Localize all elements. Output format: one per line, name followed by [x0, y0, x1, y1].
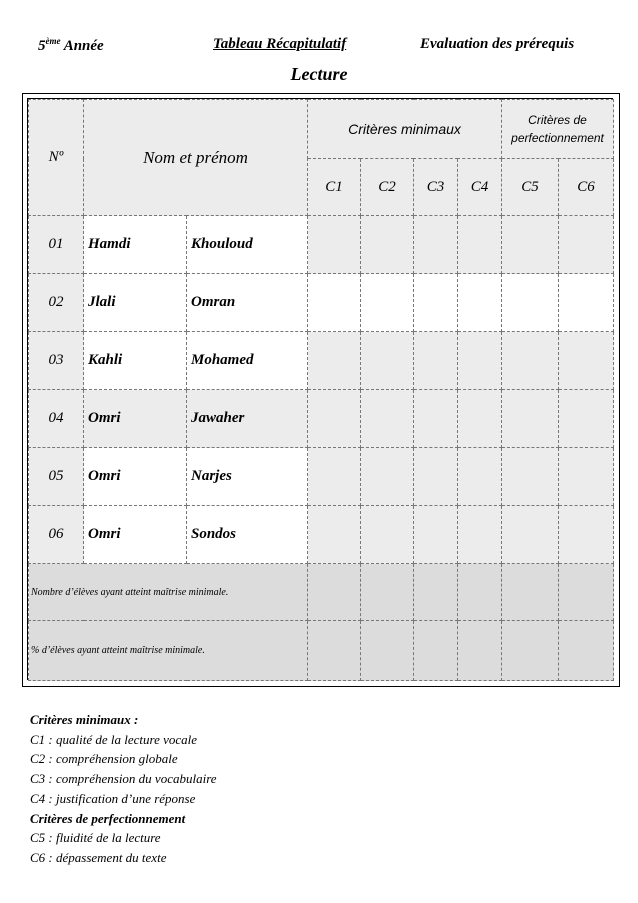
class-year: 5ème Année	[38, 36, 104, 54]
legend-c6: C6 : dépassement du texte	[30, 849, 167, 865]
score-cell[interactable]	[361, 506, 414, 564]
table-row	[29, 506, 614, 564]
student-num: 03	[29, 332, 84, 390]
legend-c2: C2 : compréhension globale	[30, 751, 178, 767]
header-c5: C5	[502, 159, 559, 216]
score-cell[interactable]	[308, 506, 361, 564]
score-cell[interactable]	[308, 448, 361, 506]
score-cell[interactable]	[458, 274, 502, 332]
table-row	[29, 448, 614, 506]
summary-cell[interactable]	[361, 564, 414, 621]
table-row	[29, 332, 614, 390]
summary-cell[interactable]	[458, 621, 502, 681]
score-cell[interactable]	[458, 390, 502, 448]
student-num: 05	[29, 448, 84, 506]
score-cell[interactable]	[559, 274, 614, 332]
summary-row-count	[29, 564, 614, 621]
document-title: Tableau Récapitulatif	[213, 36, 347, 52]
score-cell[interactable]	[458, 216, 502, 274]
summary-cell[interactable]	[361, 621, 414, 681]
student-num: 02	[29, 274, 84, 332]
score-cell[interactable]	[361, 274, 414, 332]
student-first-name: Khouloud	[187, 216, 308, 274]
summary-cell[interactable]	[414, 621, 458, 681]
header-c6: C6	[559, 159, 614, 216]
score-cell[interactable]	[414, 390, 458, 448]
score-cell[interactable]	[502, 448, 559, 506]
score-cell[interactable]	[458, 332, 502, 390]
legend-c4: C4 : justification d’une réponse	[30, 790, 196, 806]
summary-table-container	[27, 98, 613, 680]
student-last-name: Jlali	[84, 274, 187, 332]
header-perf-line2: perfectionnement	[511, 131, 604, 145]
student-num: 01	[29, 216, 84, 274]
score-cell[interactable]	[502, 390, 559, 448]
legend-min-title: Critères minimaux :	[30, 712, 139, 727]
summary-table	[28, 99, 614, 681]
header-perf-line1: Critères de	[528, 113, 587, 127]
summary-row-percent	[29, 621, 614, 681]
student-last-name: Hamdi	[84, 216, 187, 274]
score-cell[interactable]	[414, 448, 458, 506]
student-first-name: Sondos	[187, 506, 308, 564]
summary-cell[interactable]	[559, 564, 614, 621]
header-c4: C4	[458, 159, 502, 216]
table-row	[29, 390, 614, 448]
header-c1: C1	[308, 159, 361, 216]
score-cell[interactable]	[559, 506, 614, 564]
score-cell[interactable]	[308, 332, 361, 390]
summary-cell[interactable]	[308, 564, 361, 621]
header-perf-criteria	[502, 100, 614, 159]
summary-cell[interactable]	[458, 564, 502, 621]
score-cell[interactable]	[361, 332, 414, 390]
score-cell[interactable]	[559, 332, 614, 390]
student-first-name: Omran	[187, 274, 308, 332]
student-last-name: Omri	[84, 448, 187, 506]
legend-c1: C1 : qualité de la lecture vocale	[30, 731, 198, 747]
score-cell[interactable]	[458, 506, 502, 564]
score-cell[interactable]	[414, 332, 458, 390]
score-cell[interactable]	[559, 390, 614, 448]
header-c2: C2	[361, 159, 414, 216]
student-last-name: Kahli	[84, 332, 187, 390]
score-cell[interactable]	[308, 274, 361, 332]
score-cell[interactable]	[458, 448, 502, 506]
header-name: Nom et prénom	[84, 100, 308, 216]
legend-c3: C3 : compréhension du vocabulaire	[30, 771, 217, 787]
student-last-name: Omri	[84, 390, 187, 448]
summary-cell[interactable]	[502, 564, 559, 621]
score-cell[interactable]	[361, 448, 414, 506]
legend-perf-title: Critères de perfectionnement	[30, 810, 186, 826]
header-min-criteria: Critères minimaux	[308, 100, 502, 159]
student-first-name: Mohamed	[187, 332, 308, 390]
student-first-name: Narjes	[187, 448, 308, 506]
summary-cell[interactable]	[559, 621, 614, 681]
score-cell[interactable]	[502, 216, 559, 274]
score-cell[interactable]	[414, 274, 458, 332]
student-last-name: Omri	[84, 506, 187, 564]
score-cell[interactable]	[361, 216, 414, 274]
score-cell[interactable]	[559, 448, 614, 506]
subject-title: Lecture	[290, 64, 348, 84]
summary-percent-label: % d’élèves ayant atteint maîtrise minimale.	[29, 621, 308, 681]
summary-cell[interactable]	[414, 564, 458, 621]
legend-c5: C5 : fluidité de la lecture	[30, 830, 161, 846]
score-cell[interactable]	[361, 390, 414, 448]
score-cell[interactable]	[308, 216, 361, 274]
score-cell[interactable]	[502, 506, 559, 564]
score-cell[interactable]	[308, 390, 361, 448]
student-num: 06	[29, 506, 84, 564]
header-c3: C3	[414, 159, 458, 216]
summary-count-label: Nombre d’élèves ayant atteint maîtrise minimale.	[29, 564, 308, 621]
summary-cell[interactable]	[308, 621, 361, 681]
summary-cell[interactable]	[502, 621, 559, 681]
criteria-legend	[30, 710, 217, 868]
student-num: 04	[29, 390, 84, 448]
score-cell[interactable]	[559, 216, 614, 274]
table-row	[29, 274, 614, 332]
evaluation-type: Evaluation des prérequis	[420, 36, 575, 52]
header-num: Nº	[29, 100, 84, 216]
table-row	[29, 216, 614, 274]
score-cell[interactable]	[502, 274, 559, 332]
student-first-name: Jawaher	[187, 390, 308, 448]
score-cell[interactable]	[502, 332, 559, 390]
score-cell[interactable]	[414, 506, 458, 564]
score-cell[interactable]	[414, 216, 458, 274]
